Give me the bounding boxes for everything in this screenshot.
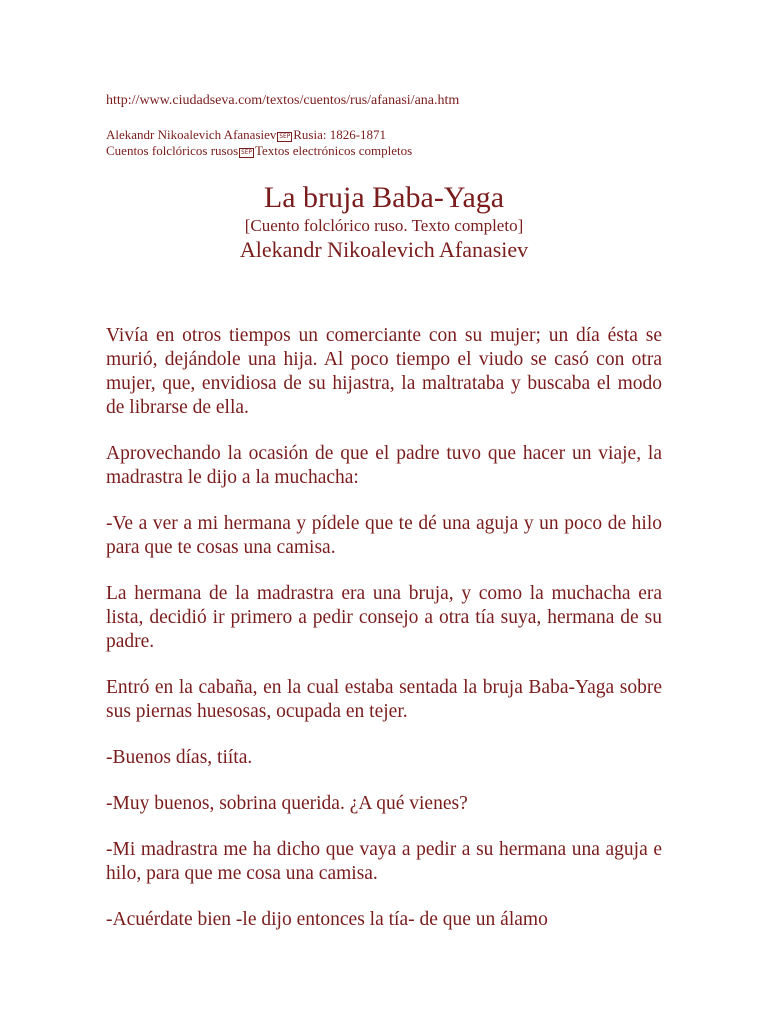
paragraph: Vivía en otros tiempos un comerciante con su mujer; un día ésta se murió, dejándole una hija. Al poco tiempo el viudo se casó con otra mujer, que, envidiosa de su hijastra, la maltrataba y buscaba el modo de librarse de ella. [106,325,662,418]
source-meta [106,127,412,159]
paragraph: -Buenos días, tiíta. [106,747,253,768]
story-title: La bruja Baba-Yaga [263,181,505,214]
separator-glyph-icon: SEP [241,149,252,156]
meta-line-collection [106,143,412,159]
meta-line-author [106,127,412,143]
paragraph: -Acuérdate bien -le dijo entonces la tía- de que un álamo [106,909,548,930]
paragraph: -Ve a ver a mi hermana y pídele que te dé una aguja y un poco de hilo para que te cosas una camisa. [106,513,662,558]
story-body [106,324,662,954]
meta-author: Alekandr Nikoalevich Afanasiev [106,127,277,142]
paragraph: -Muy buenos, sobrina querida. ¿A qué vienes? [106,793,468,814]
paragraph: La hermana de la madrastra era una bruja, y como la muchacha era lista, decidió ir primero a pedir consejo a otra tía suya, hermana de su padre. [106,583,662,652]
source-url: http://www.ciudadseva.com/textos/cuentos/rus/afanasi/ana.htm [106,93,460,108]
story-author: Alekandr Nikoalevich Afanasiev [239,237,529,262]
meta-collection: Cuentos folclóricos rusos [106,143,239,158]
story-subtitle: [Cuento folclórico ruso. Texto completo] [244,216,524,235]
story-header [0,180,768,264]
separator-glyph-icon: SEP [279,133,291,140]
paragraph: Aprovechando la ocasión de que el padre tuvo que hacer un viaje, la madrastra le dijo a la muchacha: [106,443,662,488]
paragraph: -Mi madrastra me ha dicho que vaya a pedir a su hermana una aguja e hilo, para que me cosa una camisa. [106,839,662,884]
meta-edition: Textos electrónicos completos [255,143,413,158]
meta-origin: Rusia: 1826-1871 [293,127,387,142]
paragraph: Entró en la cabaña, en la cual estaba sentada la bruja Baba-Yaga sobre sus piernas huesosas, ocupada en tejer. [106,677,662,722]
